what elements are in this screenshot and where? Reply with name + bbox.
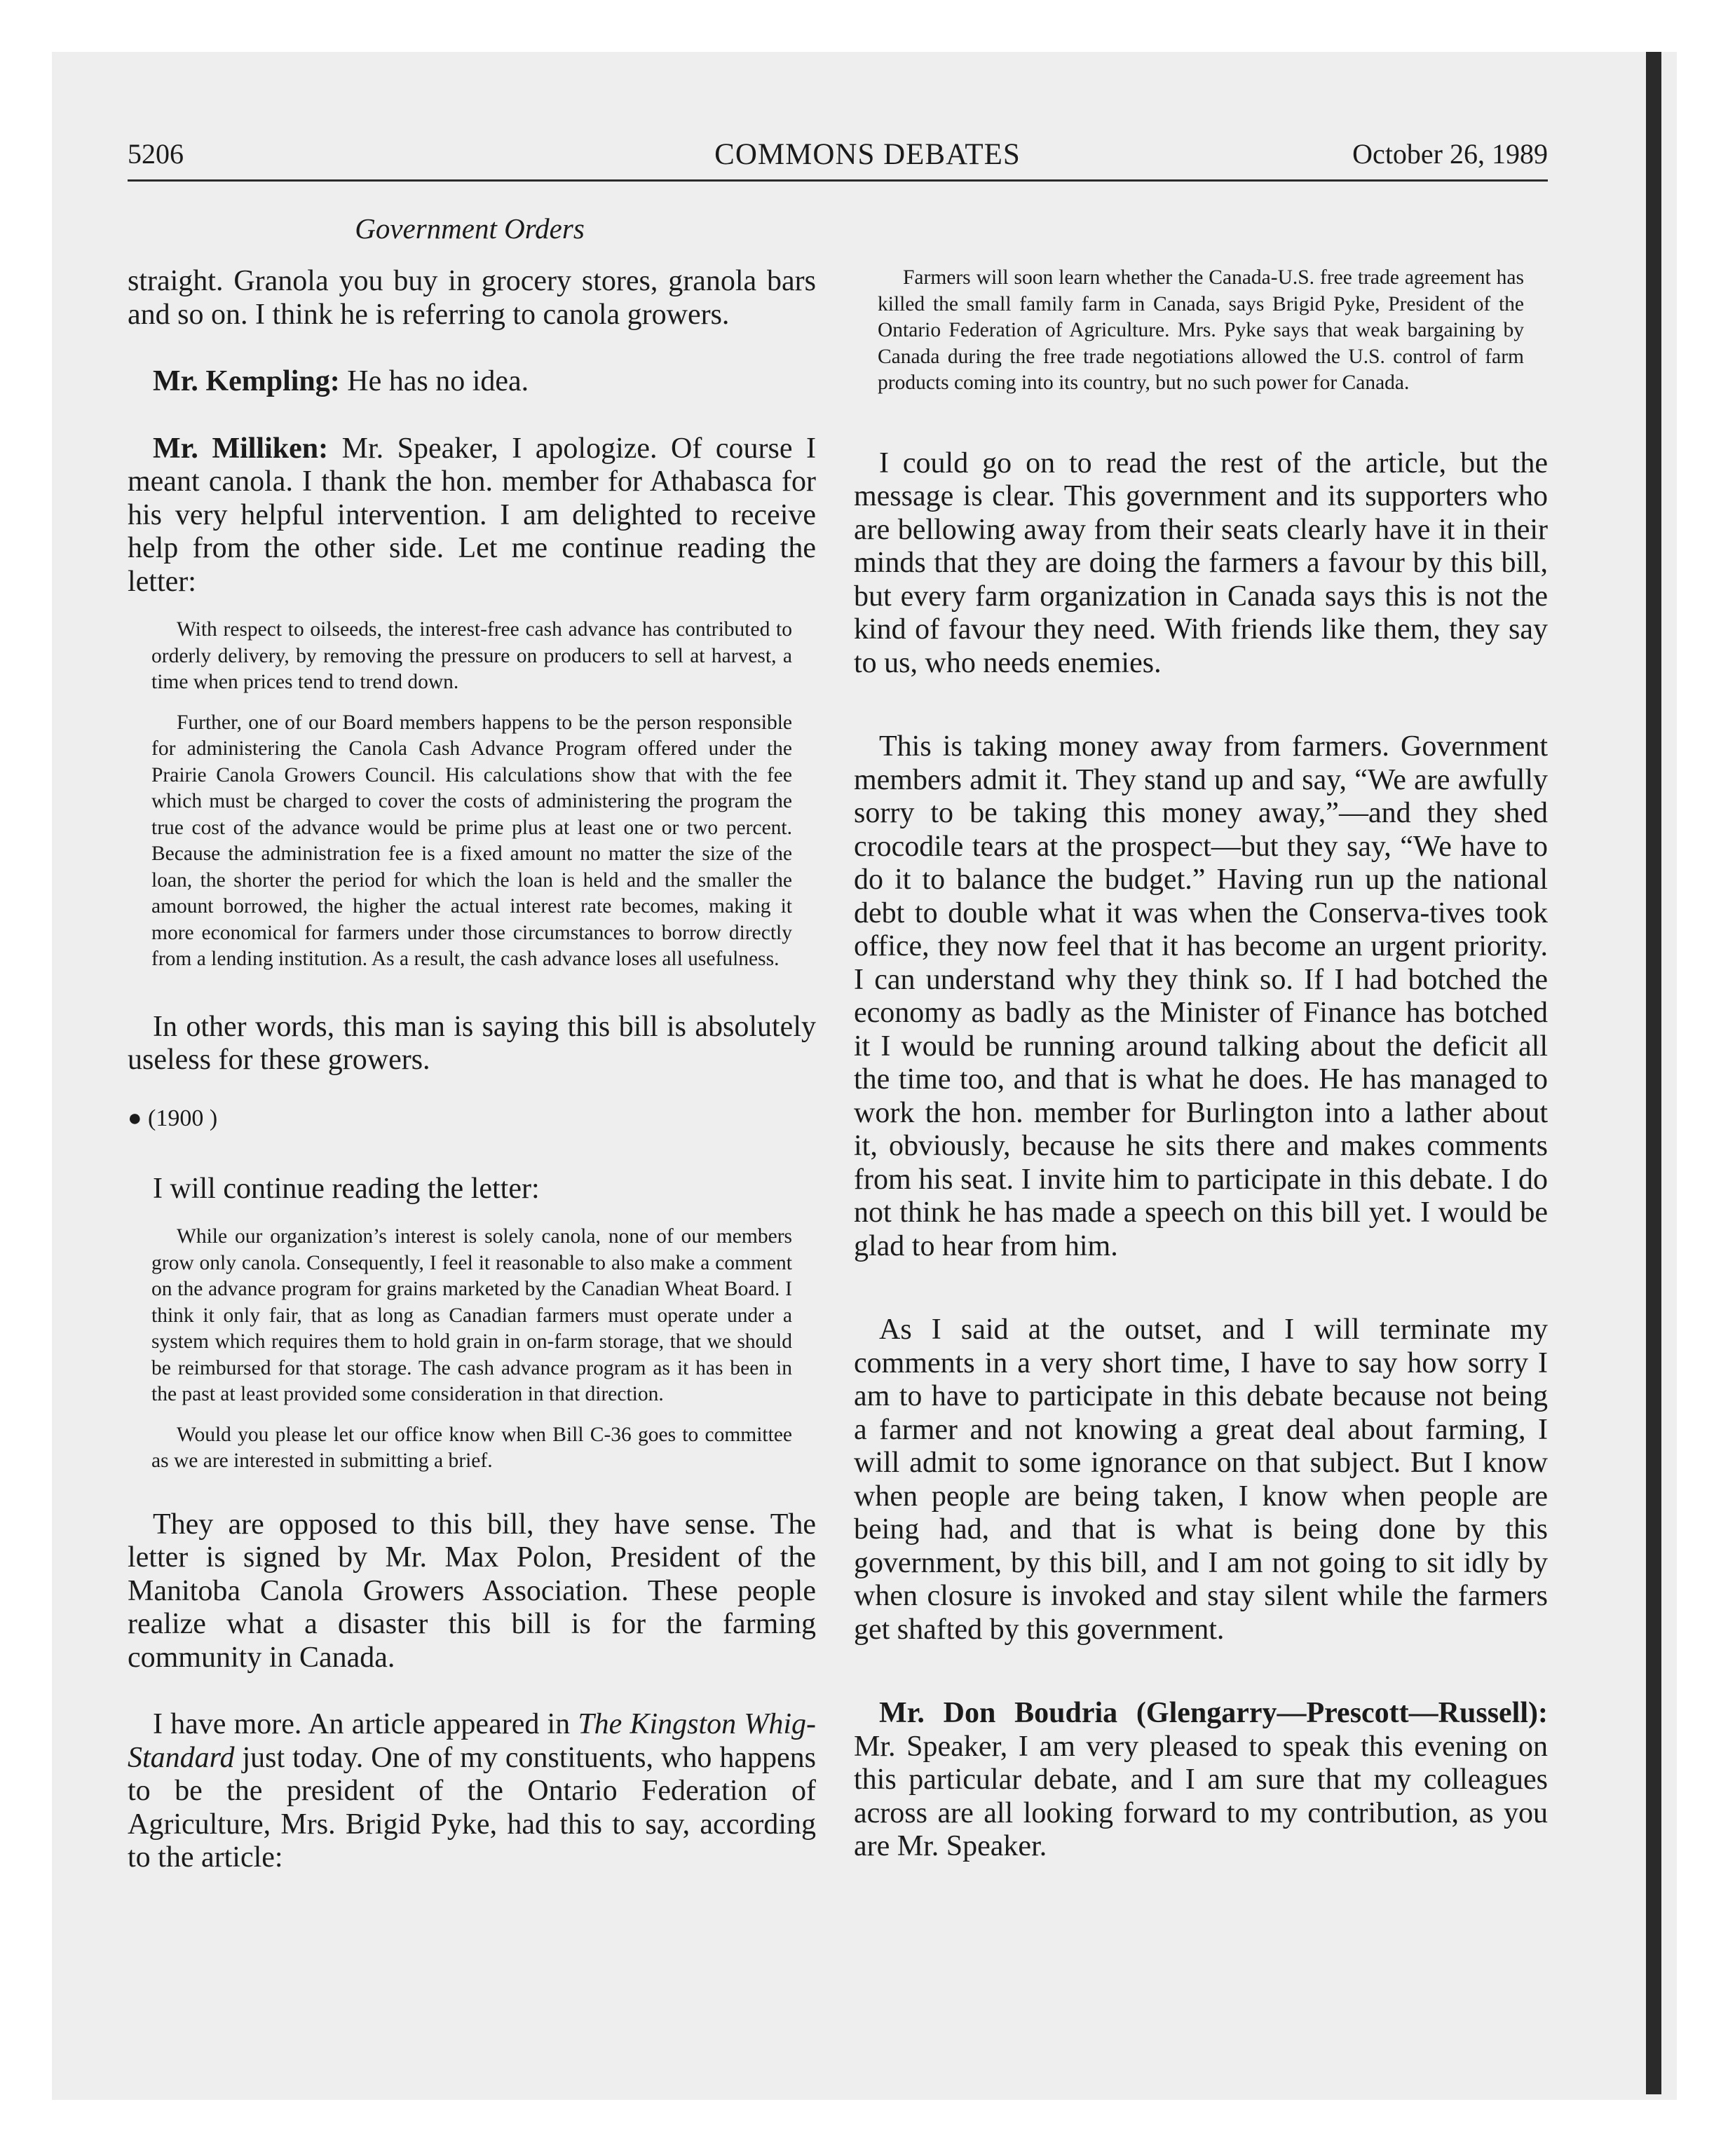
paragraph: I could go on to read the rest of the article, but the message is clear. This government and its supporters who are bellowing away from their seats clearly have it in their minds that they are doing the farmers a favour by this bill, but every farm organization in Canada says this is not the kind of favour they need. With friends like them, they say to us, who needs enemies. xyxy=(854,446,1548,679)
block-quote: Farmers will soon learn whether the Canada-U.S. free trade agreement has killed the small family farm in Canada, says Brigid Pyke, President of the Ontario Federation of Agriculture. Mrs. Pyke says that weak bargaining by Canada during the free trade negotiations allowed the U.S. control of farm products coming into its country, but no such power for Canada. xyxy=(878,266,1524,394)
paragraph: I will continue reading the letter: xyxy=(153,1172,540,1205)
page-number: 5206 xyxy=(128,138,184,170)
header-date: October 26, 1989 xyxy=(1352,138,1548,170)
speech-text: Mr. Speaker, I am very pleased to speak this evening on this particular debate, and I am sure that my colleagues across are all looking forward to my contribution, as you are Mr. Speaker. xyxy=(854,1730,1548,1862)
running-head: COMMONS DEBATES xyxy=(714,138,1021,171)
time-marker: ● (1900 ) xyxy=(128,1105,218,1131)
speech-milliken xyxy=(128,432,816,599)
speech-text: Mr. Speaker, I apologize. Of course I meant canola. I thank the hon. member for Athabasca for his very helpful intervention. I am delighted to receive help from the other side. Let me continue reading the letter: xyxy=(128,432,816,598)
paragraph: In other words, this man is saying this bill is absolutely useless for these growers. xyxy=(128,1010,816,1076)
paragraph: This is taking money away from farmers. Government members admit it. They stand up and say, “We are awfully sorry to be taking this money away,”—and they shed crocodile tears at the prospect—but they say, “We have to do it to balance the budget.” Having run up the national debt to double what it was when the Conserva-tives took office, they now feel that it has become an urgent priority. I can understand why they think so. If I had botched the economy as badly as the Minister of Finance has botched it I would be running around talking about the deficit all the time too, and that is what he does. He has managed to work the hon. member for Burlington into a lather about it, obviously, because he sits there and makes comments from his seat. I invite him to participate in this debate. I do not think he has made a speech on this bill yet. I would be glad to hear from him. xyxy=(854,730,1548,1262)
text: I have more. An article appeared in xyxy=(153,1708,578,1740)
header-rule xyxy=(128,179,1548,182)
paragraph: As I said at the outset, and I will terminate my comments in a very short time, I have to say how sorry I am to have to participate in this debate because not being a farmer and not knowing a great deal about farming, I will admit to some ignorance on that subject. But I know when people are being taken, I know when people are being had, and that is what is being done by this government, by this bill, and I am not going to sit idly by when closure is invoked and stay silent while the farmers get shafted by this government. xyxy=(854,1314,1548,1646)
block-quote: Further, one of our Board members happens to be the person responsible for administering the Canola Cash Advance Program offered under the Prairie Canola Growers Council. His calculations show that with the fee which must be charged to cover the costs of administering the program the true cost of the advance would be prime plus at least one or two percent. Because the administration fee is a fixed amount no matter the size of the loan, the shorter the period for which the loan is held and the smaller the amount borrowed, the higher the actual interest rate becomes, making it more economical for farmers under those circumstances to borrow directly from a lending institution. As a result, the cash advance loses all usefulness. xyxy=(151,711,792,970)
speaker-name: Mr. Kempling: xyxy=(153,365,340,397)
text: just today. One of my constituents, who happens to be the president of the Ontario Federation of Agriculture, Mrs. Brigid Pyke, had this to say, according to the article: xyxy=(128,1741,816,1874)
speech-text: He has no idea. xyxy=(347,365,529,397)
speaker-name: Mr. Don Boudria (Glengarry—Prescott—Russell): xyxy=(879,1697,1548,1729)
speech-boudria xyxy=(854,1697,1548,1864)
paragraph xyxy=(128,1708,816,1875)
block-quote: While our organization’s interest is solely canola, none of our members grow only canola. Consequently, I feel it reasonable to also make a comment on the advance program for grains marketed by the Canadian Wheat Board. I think it only fair, that as long as Canadian farmers must operate under a system which requires them to hold grain in on-farm storage, that we should be reimbursed for that storage. The cash advance program as it has been in the past at least provided some consideration in that direction. xyxy=(151,1225,792,1405)
paragraph: straight. Granola you buy in grocery stores, granola bars and so on. I think he is referring to canola growers. xyxy=(128,265,816,331)
block-quote: With respect to oilseeds, the interest-free cash advance has contributed to orderly delivery, by removing the pressure on producers to sell at harvest, a time when prices tend to trend down. xyxy=(151,618,792,693)
newspaper-title: The Kingston Whig-Standard xyxy=(128,1708,816,1774)
right-column xyxy=(854,265,1548,1864)
left-column xyxy=(128,265,816,1875)
scan-edge-bar xyxy=(1646,52,1661,2094)
block-quote: Would you please let our office know when Bill C-36 goes to committee as we are interested in submitting a brief. xyxy=(151,1423,792,1472)
speaker-name: Mr. Milliken: xyxy=(153,432,329,465)
speech-kempling xyxy=(128,365,816,399)
paragraph: They are opposed to this bill, they have sense. The letter is signed by Mr. Max Polon, President of the Manitoba Canola Growers Association. These people realize what a disaster this bill is for the farming community in Canada. xyxy=(128,1508,816,1674)
section-title: Government Orders xyxy=(355,212,585,245)
